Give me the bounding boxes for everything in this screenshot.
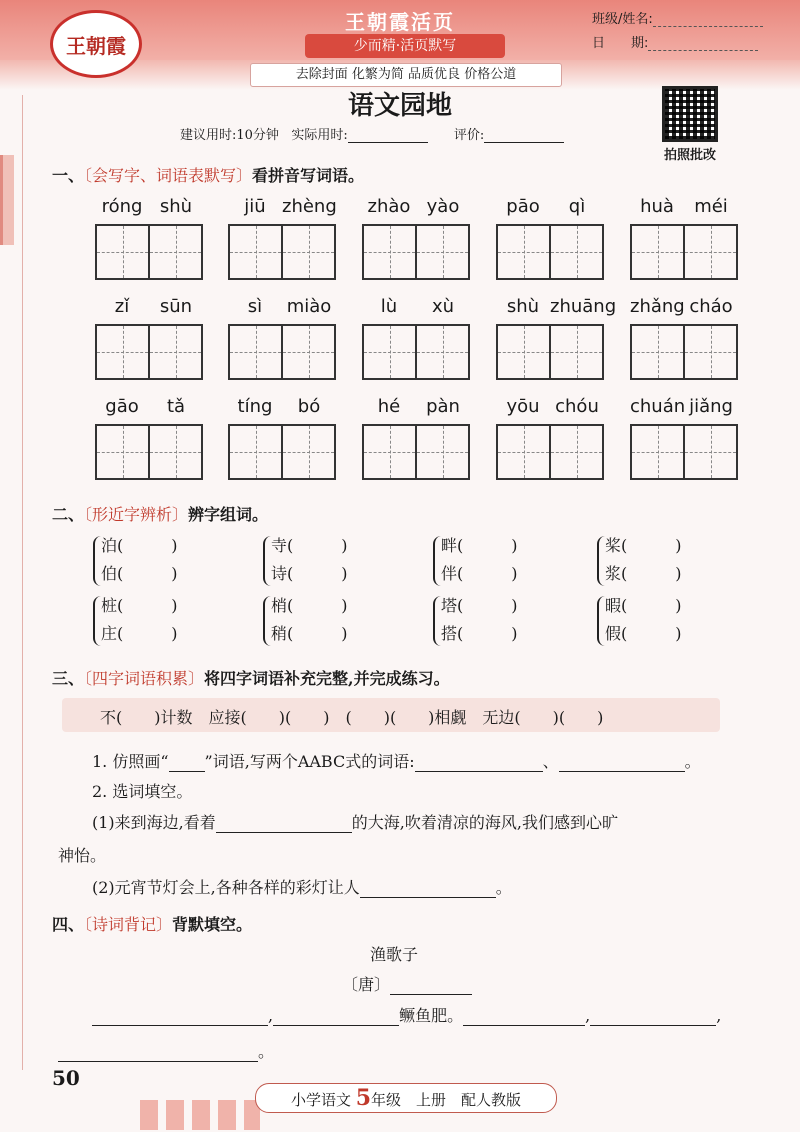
- pinyin-syllable: jiū: [244, 196, 266, 217]
- answer-blank[interactable]: [415, 755, 543, 772]
- pinyin-syllable: gāo: [105, 396, 139, 417]
- pinyin-syllable: pāo: [506, 196, 540, 217]
- tianzige-box[interactable]: [228, 424, 336, 480]
- pinyin-syllable: zǐ: [114, 296, 130, 317]
- brand-title: 王朝霞活页: [345, 10, 455, 34]
- pinyin-syllable: zhǎng: [630, 296, 685, 317]
- char-pair-group: [263, 592, 348, 648]
- char-pair-group: [433, 592, 518, 648]
- class-name-label: 班级/姓名:: [592, 12, 653, 27]
- poem-title: 渔歌子: [370, 945, 419, 964]
- tianzige-box[interactable]: [228, 324, 336, 380]
- char-pair-group: [93, 592, 178, 648]
- date-label: 日 期:: [592, 36, 649, 51]
- tianzige-box[interactable]: [95, 224, 203, 280]
- tianzige-box[interactable]: [95, 424, 203, 480]
- pinyin-syllable: zhèng: [282, 196, 337, 217]
- pinyin-syllable: huà: [640, 196, 674, 217]
- tianzige-box[interactable]: [630, 324, 738, 380]
- char-item[interactable]: 暇( ): [605, 596, 682, 615]
- pinyin-syllable: tǎ: [166, 396, 186, 417]
- author-blank[interactable]: [390, 978, 472, 995]
- footer-label: 小学语文 5年级 上册 配人教版: [255, 1083, 557, 1113]
- section2-heading: 二、〔形近字辨析〕辨字组词。: [52, 505, 269, 524]
- time-meta: [180, 124, 586, 143]
- tianzige-box[interactable]: [630, 224, 738, 280]
- char-pair-group: [597, 592, 682, 648]
- pinyin-syllable: sūn: [159, 296, 193, 317]
- class-name-field: [592, 8, 792, 27]
- brand-logo: 王朝霞: [50, 10, 142, 78]
- idiom-band-text: 不( )计数 应接( )( ) ( )( )相觑 无边( )( ): [100, 708, 604, 727]
- poem-line-2: 。: [58, 1039, 274, 1062]
- answer-blank[interactable]: [273, 1009, 399, 1026]
- pinyin-syllable: hé: [377, 396, 401, 417]
- tianzige-box[interactable]: [362, 224, 470, 280]
- tianzige-box[interactable]: [496, 224, 604, 280]
- q2: 2. 选词填空。: [92, 782, 193, 801]
- pinyin-syllable: jiǎng: [689, 396, 733, 417]
- tianzige-box[interactable]: [362, 324, 470, 380]
- char-item[interactable]: 寺( ): [271, 536, 348, 555]
- tianzige-box[interactable]: [362, 424, 470, 480]
- pinyin-syllable: zhuāng: [550, 296, 617, 317]
- answer-blank[interactable]: [463, 1009, 585, 1026]
- pinyin-syllable: bó: [297, 396, 321, 417]
- char-item[interactable]: 塔( ): [441, 596, 518, 615]
- char-item[interactable]: 浆( ): [605, 564, 682, 583]
- char-item[interactable]: 桨( ): [605, 536, 682, 555]
- pinyin-syllable: yōu: [506, 396, 540, 417]
- pinyin-syllable: chóu: [555, 396, 599, 417]
- pinyin-syllable: shù: [506, 296, 540, 317]
- actual-time-label: 实际用时:: [291, 128, 348, 143]
- char-item[interactable]: 桩( ): [101, 596, 178, 615]
- date-field: [592, 32, 792, 51]
- char-item[interactable]: 梢( ): [271, 596, 348, 615]
- slogan: 去除封面 化繁为简 品质优良 价格公道: [250, 63, 562, 87]
- margin-line: [22, 95, 23, 1070]
- page-number: 50: [52, 1066, 80, 1090]
- tianzige-box[interactable]: [228, 224, 336, 280]
- char-pair-group: [263, 532, 348, 588]
- answer-blank[interactable]: [92, 1009, 268, 1026]
- poem-author: 〔唐〕: [342, 972, 472, 995]
- pinyin-syllable: cháo: [689, 296, 733, 317]
- pinyin-syllable: shù: [159, 196, 193, 217]
- pinyin-syllable: chuán: [630, 396, 686, 417]
- answer-blank[interactable]: [590, 1009, 716, 1026]
- char-pair-group: [433, 532, 518, 588]
- q2a: (1)来到海边,看着 的大海,吹着清凉的海风,我们感到心旷: [92, 813, 618, 832]
- suggest-time: 建议用时:10分钟: [180, 128, 279, 143]
- section4-heading: 四、〔诗词背记〕背默填空。: [52, 915, 253, 934]
- char-item[interactable]: 庄( ): [101, 624, 178, 643]
- section1-heading: 一、〔会写字、词语表默写〕看拼音写词语。: [52, 166, 365, 185]
- pinyin-syllable: qì: [568, 196, 586, 217]
- answer-blank[interactable]: [559, 755, 685, 772]
- pinyin-syllable: méi: [694, 196, 728, 217]
- char-item[interactable]: 畔( ): [441, 536, 518, 555]
- brand-subtitle: 少而精·活页默写: [305, 34, 505, 58]
- footer-tabs: [140, 1100, 260, 1130]
- pinyin-syllable: róng: [101, 196, 143, 217]
- answer-blank[interactable]: [58, 1045, 258, 1062]
- tianzige-box[interactable]: [630, 424, 738, 480]
- char-item[interactable]: 稍( ): [271, 624, 348, 643]
- pinyin-syllable: yào: [426, 196, 460, 217]
- qr-code-icon[interactable]: [662, 86, 718, 142]
- char-item[interactable]: 搭( ): [441, 624, 518, 643]
- char-pair-group: [93, 532, 178, 588]
- poem-line-1: , 鳜鱼肥。 , ,: [92, 1003, 721, 1026]
- pinyin-syllable: tíng: [237, 396, 273, 417]
- q2a-cont: 神怡。: [58, 846, 107, 865]
- char-item[interactable]: 假( ): [605, 624, 682, 643]
- section3-heading: 三、〔四字词语积累〕将四字词语补充完整,并完成练习。: [52, 669, 450, 688]
- tianzige-box[interactable]: [496, 324, 604, 380]
- pinyin-syllable: sì: [247, 296, 263, 317]
- pinyin-syllable: lù: [380, 296, 398, 317]
- char-item[interactable]: 诗( ): [271, 564, 348, 583]
- page-title: 语文园地: [347, 91, 452, 121]
- tianzige-box[interactable]: [496, 424, 604, 480]
- answer-blank[interactable]: [360, 881, 496, 898]
- qr-label: 拍照批改: [663, 148, 716, 163]
- pinyin-syllable: pàn: [426, 396, 460, 417]
- char-pair-group: [597, 532, 682, 588]
- q2b: (2)元宵节灯会上,各种各样的彩灯让人 。: [92, 878, 512, 897]
- pinyin-syllable: miào: [286, 296, 332, 317]
- pinyin-syllable: zhào: [367, 196, 411, 217]
- pinyin-syllable: xù: [431, 296, 455, 317]
- char-item[interactable]: 泊( ): [101, 536, 178, 555]
- char-item[interactable]: 伴( ): [441, 564, 518, 583]
- side-tab: [0, 155, 14, 245]
- tianzige-box[interactable]: [95, 324, 203, 380]
- answer-blank[interactable]: [216, 816, 352, 833]
- evaluation-label: 评价:: [453, 128, 485, 143]
- q1: 1. 仿照画“ ”词语,写两个AABC式的词语: 、 。: [92, 752, 701, 771]
- char-item[interactable]: 伯( ): [101, 564, 178, 583]
